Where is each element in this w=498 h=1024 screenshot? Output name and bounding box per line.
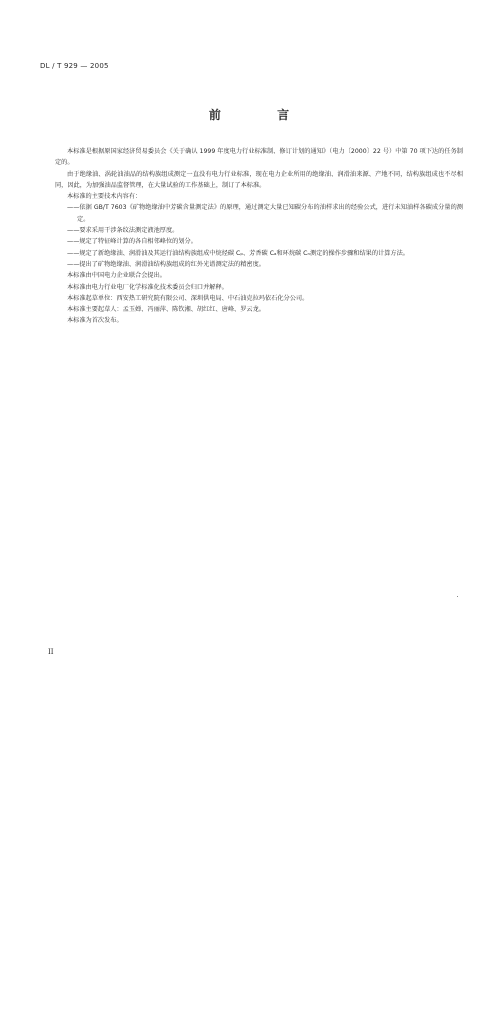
proposer-statement: 本标准由中国电力企业联合会提出。 [67, 272, 166, 280]
foreword-body [55, 146, 463, 327]
tech-content-item: ——规定了特征峰计算的各自相邻峰位的划分。 [67, 238, 197, 246]
foreword-paragraph: 本标准是根据原国家经济贸易委员会《关于确认 1999 年度电力行业标准制、修订计划的通知》（电力〔2000〕22 号）中第 70 项下达的任务制定的。 [55, 148, 463, 167]
scan-speck [457, 596, 458, 597]
drafting-units: 本标准起草单位：西安热工研究院有限公司、深圳供电局、中石油克拉玛依石化分公司。 [67, 294, 309, 302]
tech-content-item: ——提出了矿物绝缘油、润滑油结构族组成的红外光谱测定法的精密度。 [67, 260, 265, 268]
tech-content-item: ——依据 GB/T 7603《矿物绝缘油中芳碳含量测定法》的原理，通过测定大量已知碳分布的油样求出的经验公式，进行未知油样各碳成分量的测定。 [67, 204, 463, 223]
page-title: 前 言 [208, 108, 316, 122]
tech-content-item: ——规定了新绝缘油、润滑油及其运行油结构族组成中烷烃碳 Cₚ、芳香碳 Cₐ和环烷碳 Cₙ测定的操作步骤和结果的计算方法。 [67, 249, 409, 257]
drafters: 本标准主要起草人：孟玉婵、冯丽萍、陈钦湘、胡红红、唐峰、罗云龙。 [67, 306, 265, 314]
tech-content-heading: 本标准的主要技术内容有： [67, 193, 142, 201]
document-code: DL / T 929 — 2005 [40, 62, 109, 70]
foreword-paragraph: 由于绝缘油、涡轮油油品的结构族组成测定一直没有电力行业标准，现在电力企业所用的绝缘油、润滑油来源、产地不同，结构族组成也不尽相同，因此，为加强油品监督管理，在大量试验的工作基础上，制订了本标准。 [55, 170, 463, 189]
page-number: II [48, 648, 54, 656]
tech-content-item: ——要求采用干涉条纹法测定液池厚度。 [67, 227, 179, 235]
administrator-statement: 本标准由电力行业电厂化学标准化技术委员会归口并解释。 [67, 283, 228, 291]
first-release-note: 本标准为首次发布。 [67, 317, 123, 325]
